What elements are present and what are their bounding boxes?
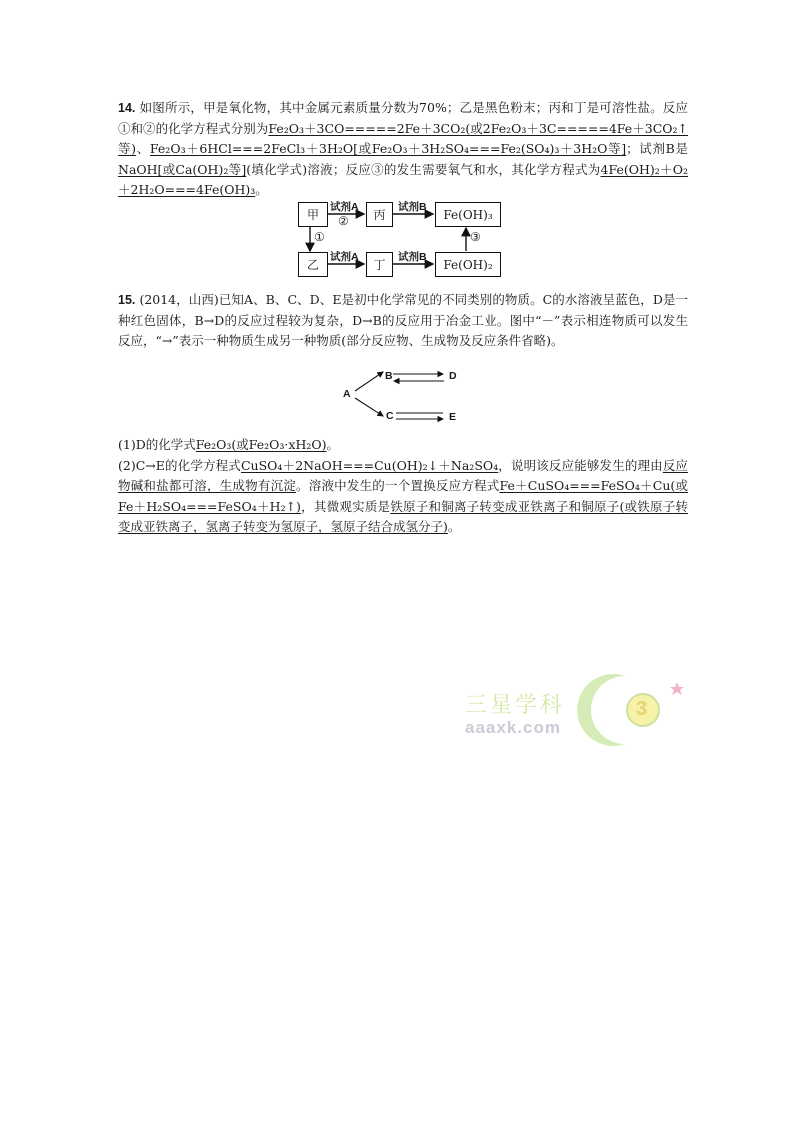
node-yi: 乙 (298, 252, 328, 277)
question-15-answers (118, 435, 688, 538)
question-number: 14. (118, 101, 136, 115)
answer-equation-c-e: CuSO₄＋2NaOH===Cu(OH)₂↓＋Na₂SO₄ (240, 457, 499, 473)
answer-reagent-b: NaOH[或Ca(OH)₂等] (118, 161, 247, 177)
watermark-logo (455, 668, 685, 748)
answer-equations-2: Fe₂O₃＋6HCl===2FeCl₃＋3H₂O[或Fe₂O₃＋3H₂SO₄===Fe₂(SO₄)₃＋3H₂O等] (149, 141, 627, 156)
question-text: ；试剂B是 (626, 141, 688, 156)
label-reagent-a-top: 试剂A (330, 201, 359, 213)
node-ding: 丁 (366, 252, 393, 277)
label-reaction-1: ① (314, 230, 325, 244)
question-text: (填化学式)溶液；反应③的发生需要氧气和水，其化学方程式为 (246, 161, 601, 177)
prompt-text: ，其微观实质是 (300, 498, 391, 514)
prompt-text: (2)C→E的化学方程式 (118, 457, 241, 473)
watermark-badge: 3 (636, 698, 648, 720)
node-c: C (386, 410, 394, 422)
star-icon (670, 682, 684, 695)
node-jia: 甲 (298, 202, 328, 227)
prompt-text: 。 (326, 437, 339, 452)
label-reagent-b-bottom: 试剂B (398, 251, 427, 263)
answer-part-1 (118, 435, 688, 456)
node-b: B (385, 370, 393, 382)
answer-equations-1: Fe₂O₃＋3CO=====2Fe＋3CO₂(或2Fe₂O₃＋3C=====4Fe＋3CO₂↑等) (118, 120, 688, 156)
question-text: (2014，山西)已知A、B、C、D、E是初中化学常见的不同类别的物质。C的水溶液呈蓝色，D是一种红色固体，B→D的反应过程较为复杂，D→B的反应用于冶金工业。图中“－”表示相连物质可以发生反应，“→”表示一种物质生成另一种物质(部分反应物、生成物及反应条件省略)。 (118, 292, 688, 348)
prompt-text: (1)D的化学式 (118, 437, 196, 452)
answer-micro-essence: 铁原子和铜离子转变成亚铁离子和铜原子(或铁原子转变成亚铁离子，氢离子转变为氢原子，氢原子结合成氢分子) (118, 498, 688, 534)
node-a: A (343, 388, 351, 400)
watermark-text: 三星学科 (465, 693, 566, 718)
node-bing: 丙 (366, 202, 393, 227)
node-d: D (449, 370, 457, 382)
node-feoh3: Fe(OH)₃ (435, 202, 501, 227)
answer-part-2 (118, 456, 688, 538)
node-feoh2: Fe(OH)₂ (435, 252, 501, 277)
label-reagent-a-bottom: 试剂A (330, 251, 359, 263)
question-number: 15. (118, 293, 136, 307)
prompt-text: 。溶液中发生的一个置换反应方程式 (296, 478, 500, 493)
node-e: E (449, 411, 457, 423)
question-text: 、 (136, 141, 150, 156)
question-text: 。 (255, 182, 268, 197)
arrow-a-c (355, 398, 383, 416)
answer-reason: 反应物碱和盐都可溶，生成物有沉淀 (118, 457, 688, 493)
label-reaction-2: ② (338, 214, 349, 228)
watermark-url: aaaxk.com (465, 718, 561, 737)
label-reagent-b-top: 试剂B (398, 201, 427, 213)
answer-formula-d: Fe₂O₃(或Fe₂O₃·xH₂O) (195, 437, 327, 452)
answer-equation-3: 4Fe(OH)₂＋O₂＋2H₂O===4Fe(OH)₃ (118, 161, 688, 197)
prompt-text: ，说明该反应能够发生的理由 (498, 457, 663, 473)
arrow-a-b (355, 372, 383, 391)
answer-displacement: Fe＋CuSO₄===FeSO₄＋Cu(或Fe＋H₂SO₄===FeSO₄＋H₂↑) (118, 478, 688, 514)
prompt-text: 。 (447, 519, 461, 534)
question-text: 如图所示，甲是氧化物，其中金属元素质量分数为70%；乙是黑色粉末；丙和丁是可溶性盐。反应①和②的化学方程式分别为 (118, 100, 688, 136)
label-reaction-3: ③ (470, 230, 481, 244)
